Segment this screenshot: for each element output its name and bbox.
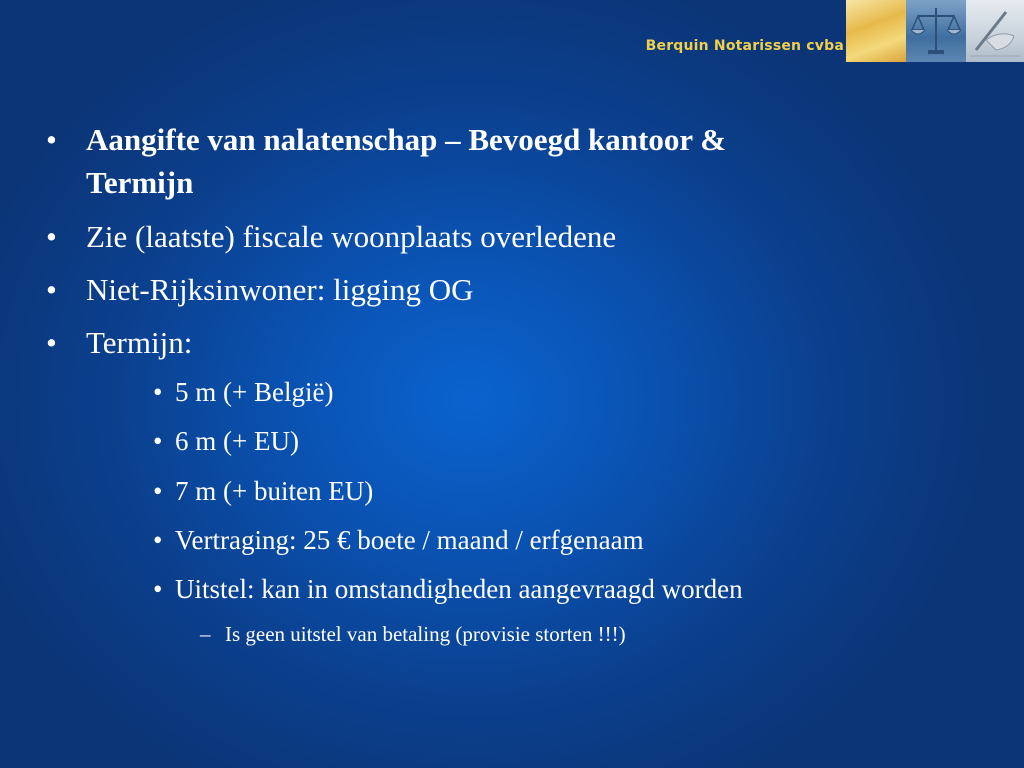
bullet-text: Zie (laatste) fiscale woonplaats overledene xyxy=(86,219,617,254)
bullet-text: 5 m (+ België) xyxy=(175,377,334,407)
bullet-text: Uitstel: kan in omstandigheden aangevraagd worden xyxy=(175,574,743,604)
dash-marker: – xyxy=(200,622,211,646)
bullet-text: Aangifte van nalatenschap – Bevoegd kantoor & xyxy=(86,122,727,157)
company-name: Berquin Notarissen cvba xyxy=(645,38,844,54)
bullet-marker: • xyxy=(153,574,163,604)
bullet-text: 7 m (+ buiten EU) xyxy=(175,476,374,506)
bullet-marker: • xyxy=(46,325,57,360)
bullet-text: Vertraging: 25 € boete / maand / erfgenaam xyxy=(175,525,644,555)
bullet-text: Is geen uitstel van betaling (provisie storten !!!) xyxy=(225,622,626,646)
bullet-marker: • xyxy=(46,122,57,157)
bullet-marker: • xyxy=(153,476,163,506)
bullet-text: 6 m (+ EU) xyxy=(175,426,299,456)
bullet-marker: • xyxy=(153,426,163,456)
bullet-marker: • xyxy=(153,525,163,555)
bullet-text: Termijn xyxy=(86,165,194,200)
bullet-marker: • xyxy=(153,377,163,407)
bullet-text: Niet-Rijksinwoner: ligging OG xyxy=(86,272,474,307)
bullet-marker: • xyxy=(46,272,57,307)
bullet-text: Termijn: xyxy=(86,325,193,360)
bullet-marker: • xyxy=(46,219,57,254)
